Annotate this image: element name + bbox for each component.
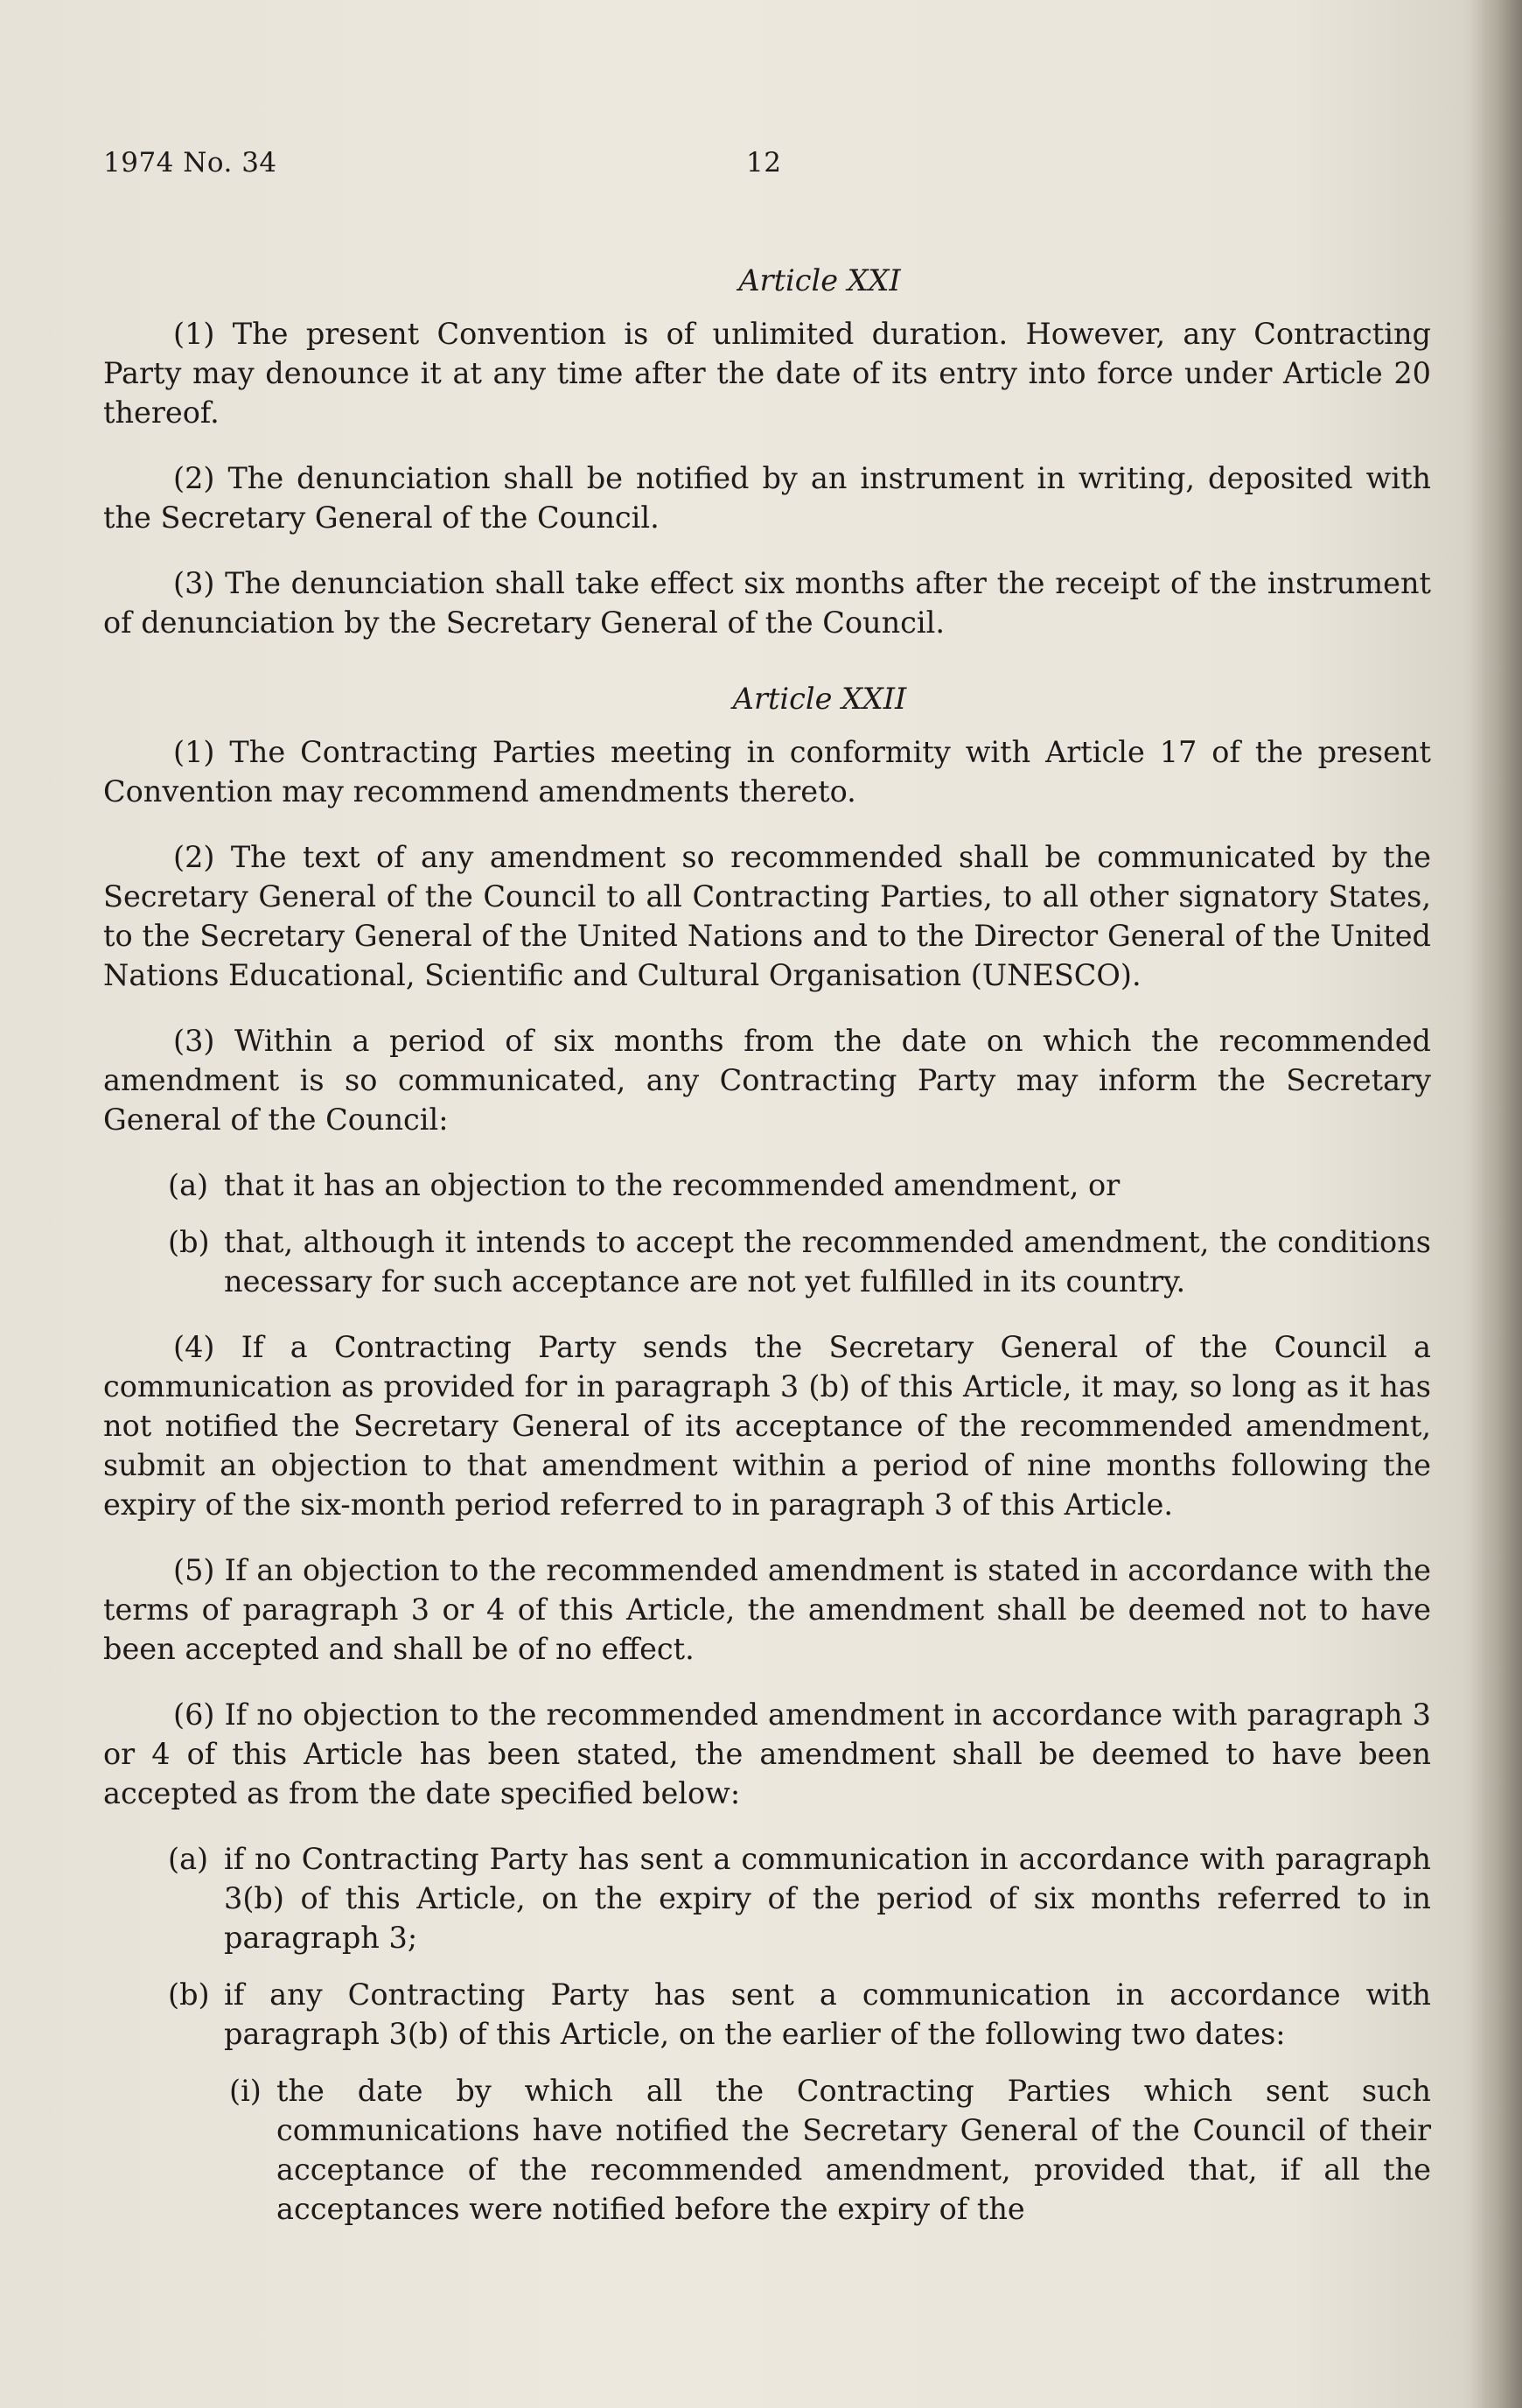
item-text: the date by which all the Contracting Parties which sent such communications have notified the Secretary General of the Council of their acceptance of the recommended amendment, provided that, if all the acceptances were notified before the expiry of the: [276, 2074, 1431, 2226]
article-xxii-paragraph-4: (4) If a Contracting Party sends the Secretary General of the Council a communication as provided for in paragraph 3 (b) of this Article, it may, so long as it has not notified the Secretary General of its acceptance of the recommended amendment, submit an objection to that amendment within a period of nine months following the expiry of the six-month period referred to in paragraph 3 of this Article.: [103, 1330, 1431, 1522]
article-xxii-6a: [103, 1839, 1431, 1957]
article-xxii-paragraph-6: (6) If no objection to the recommended amendment in accordance with paragraph 3 or 4 of this Article has been stated, the amendment shall be deemed to have been accepted as from the date specified below:: [103, 1698, 1431, 1810]
article-xxii-paragraph-3: (3) Within a period of six months from the date on which the recommended amendment is so communicated, any Contracting Party may inform the Secretary General of the Council:: [103, 1024, 1431, 1137]
item-text: that it has an objection to the recommended amendment, or: [224, 1168, 1121, 1202]
page-body: [103, 261, 1431, 2246]
article-xxii-3b: [103, 1222, 1431, 1301]
document-reference: 1974 No. 34: [103, 147, 277, 178]
article-xxii-heading: Article XXII: [732, 682, 907, 716]
item-text: if no Contracting Party has sent a communication in accordance with paragraph 3(b) of this Article, on the expiry of the period of six months referred to in paragraph 3;: [224, 1842, 1431, 1955]
article-xxii-paragraph-2: (2) The text of any amendment so recommended shall be communicated by the Secretary General of the Council to all Contracting Parties, to all other signatory States, to the Secretary General of the United Nations and to the Director General of the United Nations Educational, Scientific and Cultural Organisation (UNESCO).: [103, 840, 1431, 992]
article-xxi-paragraph-3: (3) The denunciation shall take effect six months after the receipt of the instrument of denunciation by the Secretary General of the Council.: [103, 566, 1431, 640]
item-text: that, although it intends to accept the recommended amendment, the conditions necessary for such acceptance are not yet fulfilled in its country.: [224, 1225, 1431, 1298]
item-label: (i): [229, 2074, 262, 2108]
article-xxii-6b: [103, 1975, 1431, 2054]
article-xxi-paragraph-1: (1) The present Convention is of unlimited duration. However, any Contracting Party may denounce it at any time after the date of its entry into force under Article 20 thereof.: [103, 317, 1431, 430]
article-xxii-paragraph-1: (1) The Contracting Parties meeting in conformity with Article 17 of the present Convention may recommend amendments thereto.: [103, 735, 1431, 808]
page-header: [103, 147, 782, 178]
item-label: (a): [168, 1168, 209, 1202]
item-label: (b): [168, 1225, 210, 1259]
page-binding-shadow: [1470, 0, 1522, 2408]
item-label: (b): [168, 1978, 210, 2012]
article-xxii-6b-i: [103, 2071, 1431, 2229]
article-xxii-3a: [103, 1166, 1431, 1205]
item-label: (a): [168, 1842, 209, 1876]
article-xxii-paragraph-5: (5) If an objection to the recommended amendment is stated in accordance with the terms of paragraph 3 or 4 of this Article, the amendment shall be deemed not to have been accepted and shall be of no effect.: [103, 1553, 1431, 1666]
article-xxi-paragraph-2: (2) The denunciation shall be notified by an instrument in writing, deposited with the Secretary General of the Council.: [103, 461, 1431, 535]
item-text: if any Contracting Party has sent a communication in accordance with paragraph 3(b) of this Article, on the earlier of the following two dates:: [224, 1978, 1431, 2051]
page-number: 12: [746, 147, 782, 178]
article-xxi-heading: Article XXI: [738, 263, 901, 298]
